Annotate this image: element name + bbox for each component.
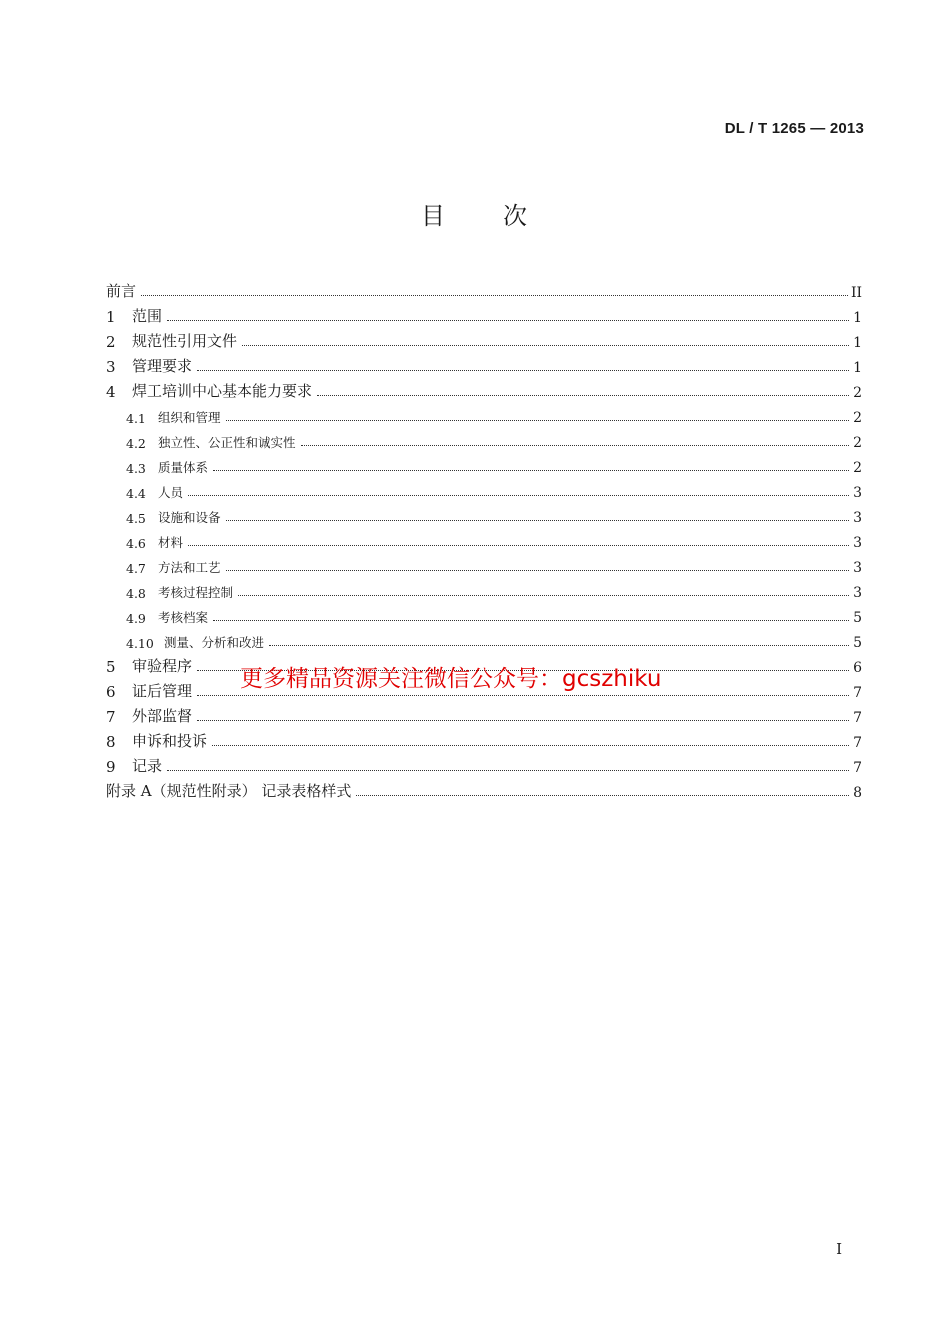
toc-entry-number: 5: [106, 658, 116, 676]
toc-entry-number: 4: [106, 383, 116, 401]
toc-entry-page: 7: [853, 760, 862, 776]
toc-entry-label: 审验程序: [132, 657, 193, 675]
toc-leader-dots: [167, 319, 849, 321]
toc-leader-dots: [226, 419, 849, 421]
toc-entry[interactable]: [106, 451, 862, 476]
toc-entry[interactable]: [106, 576, 862, 601]
toc-entry-label: 申诉和投诉: [132, 732, 208, 750]
toc-entry-label: 考核档案: [158, 610, 209, 625]
toc-entry-number: 4.3: [126, 461, 146, 476]
toc-entry-number: 7: [106, 708, 116, 726]
toc-leader-dots: [141, 294, 848, 296]
toc-entry[interactable]: [106, 701, 862, 726]
toc-entry-page: II: [850, 285, 862, 301]
toc-entry-label: 组织和管理: [158, 410, 221, 425]
toc-entry-label: 独立性、公正性和诚实性: [158, 435, 296, 450]
toc-entry-label: 管理要求: [132, 357, 193, 375]
toc-leader-dots: [317, 394, 849, 396]
toc-entry-label: 设施和设备: [158, 510, 221, 525]
toc-list: [106, 276, 862, 801]
toc-entry[interactable]: [106, 376, 862, 401]
page-number: I: [836, 1240, 842, 1258]
toc-entry[interactable]: [106, 401, 862, 426]
toc-entry-page: 3: [853, 560, 862, 576]
toc-entry[interactable]: [106, 426, 862, 451]
toc-leader-dots: [269, 644, 849, 646]
toc-entry[interactable]: [106, 626, 862, 651]
toc-entry[interactable]: [106, 501, 862, 526]
toc-entry-label: 规范性引用文件: [132, 332, 238, 350]
toc-entry-label: 附录 A（规范性附录） 记录表格样式: [106, 782, 352, 800]
toc-leader-dots: [356, 794, 849, 796]
toc-entry-page: 3: [853, 485, 862, 501]
toc-entry-page: 1: [853, 360, 862, 376]
toc-entry[interactable]: [106, 526, 862, 551]
toc-leader-dots: [213, 469, 849, 471]
toc-entry-label: 范围: [132, 307, 163, 325]
toc-entry[interactable]: [106, 726, 862, 751]
toc-entry-page: 7: [853, 710, 862, 726]
toc-entry-number: 4.9: [126, 611, 146, 626]
toc-entry-number: 4.10: [126, 636, 154, 651]
toc-leader-dots: [242, 344, 849, 346]
toc-entry-label: 证后管理: [132, 682, 193, 700]
toc-entry-label: 外部监督: [132, 707, 193, 725]
toc-entry-label: 焊工培训中心基本能力要求: [132, 382, 313, 400]
toc-entry-label: 质量体系: [158, 460, 209, 475]
toc-entry-number: 6: [106, 683, 116, 701]
toc-entry-label: 人员: [158, 485, 184, 500]
toc-entry-number: 3: [106, 358, 116, 376]
toc-leader-dots: [226, 519, 849, 521]
toc-entry-number: 4.8: [126, 586, 146, 601]
toc-title: [0, 196, 950, 231]
toc-entry-number: 9: [106, 758, 116, 776]
toc-entry-label: 记录: [132, 757, 163, 775]
toc-entry-label: 考核过程控制: [158, 585, 234, 600]
toc-leader-dots: [188, 544, 849, 546]
toc-entry-label: 前言: [106, 282, 137, 300]
toc-entry-page: 7: [853, 735, 862, 751]
toc-entry[interactable]: [106, 751, 862, 776]
toc-leader-dots: [212, 744, 849, 746]
toc-entry-page: 2: [853, 410, 862, 426]
toc-leader-dots: [197, 719, 849, 721]
standard-code: DL / T 1265 — 2013: [724, 120, 864, 137]
toc-entry-number: 4.5: [126, 511, 146, 526]
toc-leader-dots: [301, 444, 849, 446]
toc-entry[interactable]: [106, 351, 862, 376]
toc-leader-dots: [197, 369, 849, 371]
toc-entry-number: 4.4: [126, 486, 146, 501]
toc-entry[interactable]: [106, 301, 862, 326]
toc-leader-dots: [213, 619, 849, 621]
toc-entry[interactable]: [106, 776, 862, 801]
toc-entry-page: 3: [853, 585, 862, 601]
toc-entry-page: 2: [853, 385, 862, 401]
toc-entry-number: 2: [106, 333, 116, 351]
toc-leader-dots: [238, 594, 849, 596]
toc-entry-number: 1: [106, 308, 116, 326]
toc-entry-page: 2: [853, 435, 862, 451]
toc-entry-page: 2: [853, 460, 862, 476]
toc-entry-number: 4.2: [126, 436, 146, 451]
toc-leader-dots: [188, 494, 849, 496]
toc-entry[interactable]: [106, 276, 862, 301]
toc-entry-number: 4.6: [126, 536, 146, 551]
toc-entry-page: 5: [853, 610, 862, 626]
toc-entry-page: 5: [853, 635, 862, 651]
toc-entry-label: 材料: [158, 535, 184, 550]
toc-entry-page: 1: [853, 335, 862, 351]
toc-entry-page: 1: [853, 310, 862, 326]
toc-entry-page: 3: [853, 510, 862, 526]
toc-entry-number: 4.1: [126, 411, 146, 426]
toc-entry[interactable]: [106, 601, 862, 626]
toc-title-char-2: 次: [503, 202, 529, 230]
toc-entry-number: 8: [106, 733, 116, 751]
toc-leader-dots: [167, 769, 849, 771]
toc-entry-number: 4.7: [126, 561, 146, 576]
toc-entry[interactable]: [106, 476, 862, 501]
toc-entry-page: 3: [853, 535, 862, 551]
toc-entry[interactable]: [106, 326, 862, 351]
toc-leader-dots: [226, 569, 849, 571]
toc-title-char-1: 目: [421, 202, 447, 230]
toc-entry-label: 测量、分析和改进: [164, 635, 265, 650]
toc-entry-page: 6: [853, 660, 862, 676]
toc-entry-page: 8: [853, 785, 862, 801]
watermark-text: 更多精品资源关注微信公众号：gcszhiku: [240, 666, 662, 692]
toc-entry-label: 方法和工艺: [158, 560, 221, 575]
toc-entry-page: 7: [853, 685, 862, 701]
toc-entry[interactable]: [106, 551, 862, 576]
toc-leader-dots: [197, 694, 849, 696]
